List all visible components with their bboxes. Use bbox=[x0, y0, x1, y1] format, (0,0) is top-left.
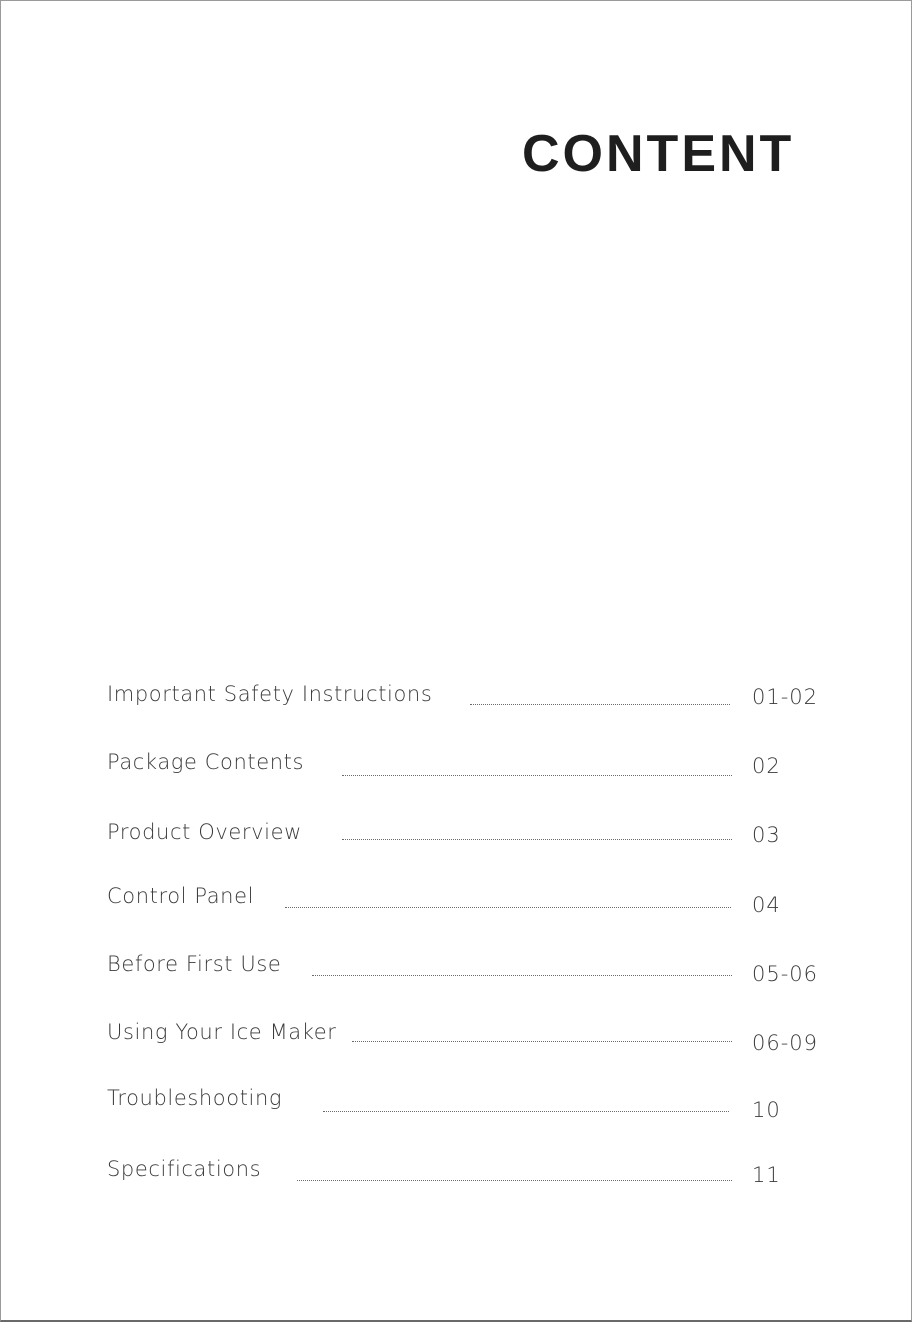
toc-entry-page: 06-09 bbox=[752, 1031, 819, 1055]
toc-entry-label: Product Overview bbox=[107, 820, 302, 844]
toc-leader-dots bbox=[352, 1041, 732, 1042]
toc-entry[interactable] bbox=[0, 1022, 914, 1062]
page-title: CONTENT bbox=[522, 125, 795, 183]
toc-leader-dots bbox=[470, 704, 730, 705]
toc-entry[interactable] bbox=[0, 886, 914, 926]
toc-leader-dots bbox=[342, 775, 732, 776]
toc-entry[interactable] bbox=[0, 1159, 914, 1199]
toc-entry-page: 11 bbox=[752, 1163, 781, 1187]
toc-entry-label: Using Your Ice Maker bbox=[107, 1020, 337, 1044]
toc-entry-page: 04 bbox=[752, 893, 781, 917]
toc-entry-label: Package Contents bbox=[107, 750, 305, 774]
toc-leader-dots bbox=[323, 1111, 729, 1112]
toc-entry-label: Troubleshooting bbox=[107, 1086, 283, 1110]
toc-leader-dots bbox=[297, 1180, 732, 1181]
toc-entry-label: Before First Use bbox=[107, 952, 282, 976]
toc-entry-page: 05-06 bbox=[752, 962, 819, 986]
toc-entry-page: 01-02 bbox=[752, 685, 819, 709]
toc-entry[interactable] bbox=[0, 752, 914, 792]
toc-entry[interactable] bbox=[0, 954, 914, 994]
toc-leader-dots bbox=[285, 907, 731, 908]
toc-entry-page: 02 bbox=[752, 754, 781, 778]
toc-entry-page: 03 bbox=[752, 823, 781, 847]
toc-entry-label: Control Panel bbox=[107, 884, 255, 908]
toc-entry-label: Specifications bbox=[107, 1157, 262, 1181]
toc-entry-page: 10 bbox=[752, 1098, 781, 1122]
toc-leader-dots bbox=[342, 839, 732, 840]
toc-entry[interactable] bbox=[0, 684, 914, 724]
toc-entry[interactable] bbox=[0, 822, 914, 862]
toc-entry[interactable] bbox=[0, 1088, 914, 1128]
toc-entry-label: Important Safety Instructions bbox=[107, 682, 433, 706]
toc-leader-dots bbox=[312, 975, 732, 976]
